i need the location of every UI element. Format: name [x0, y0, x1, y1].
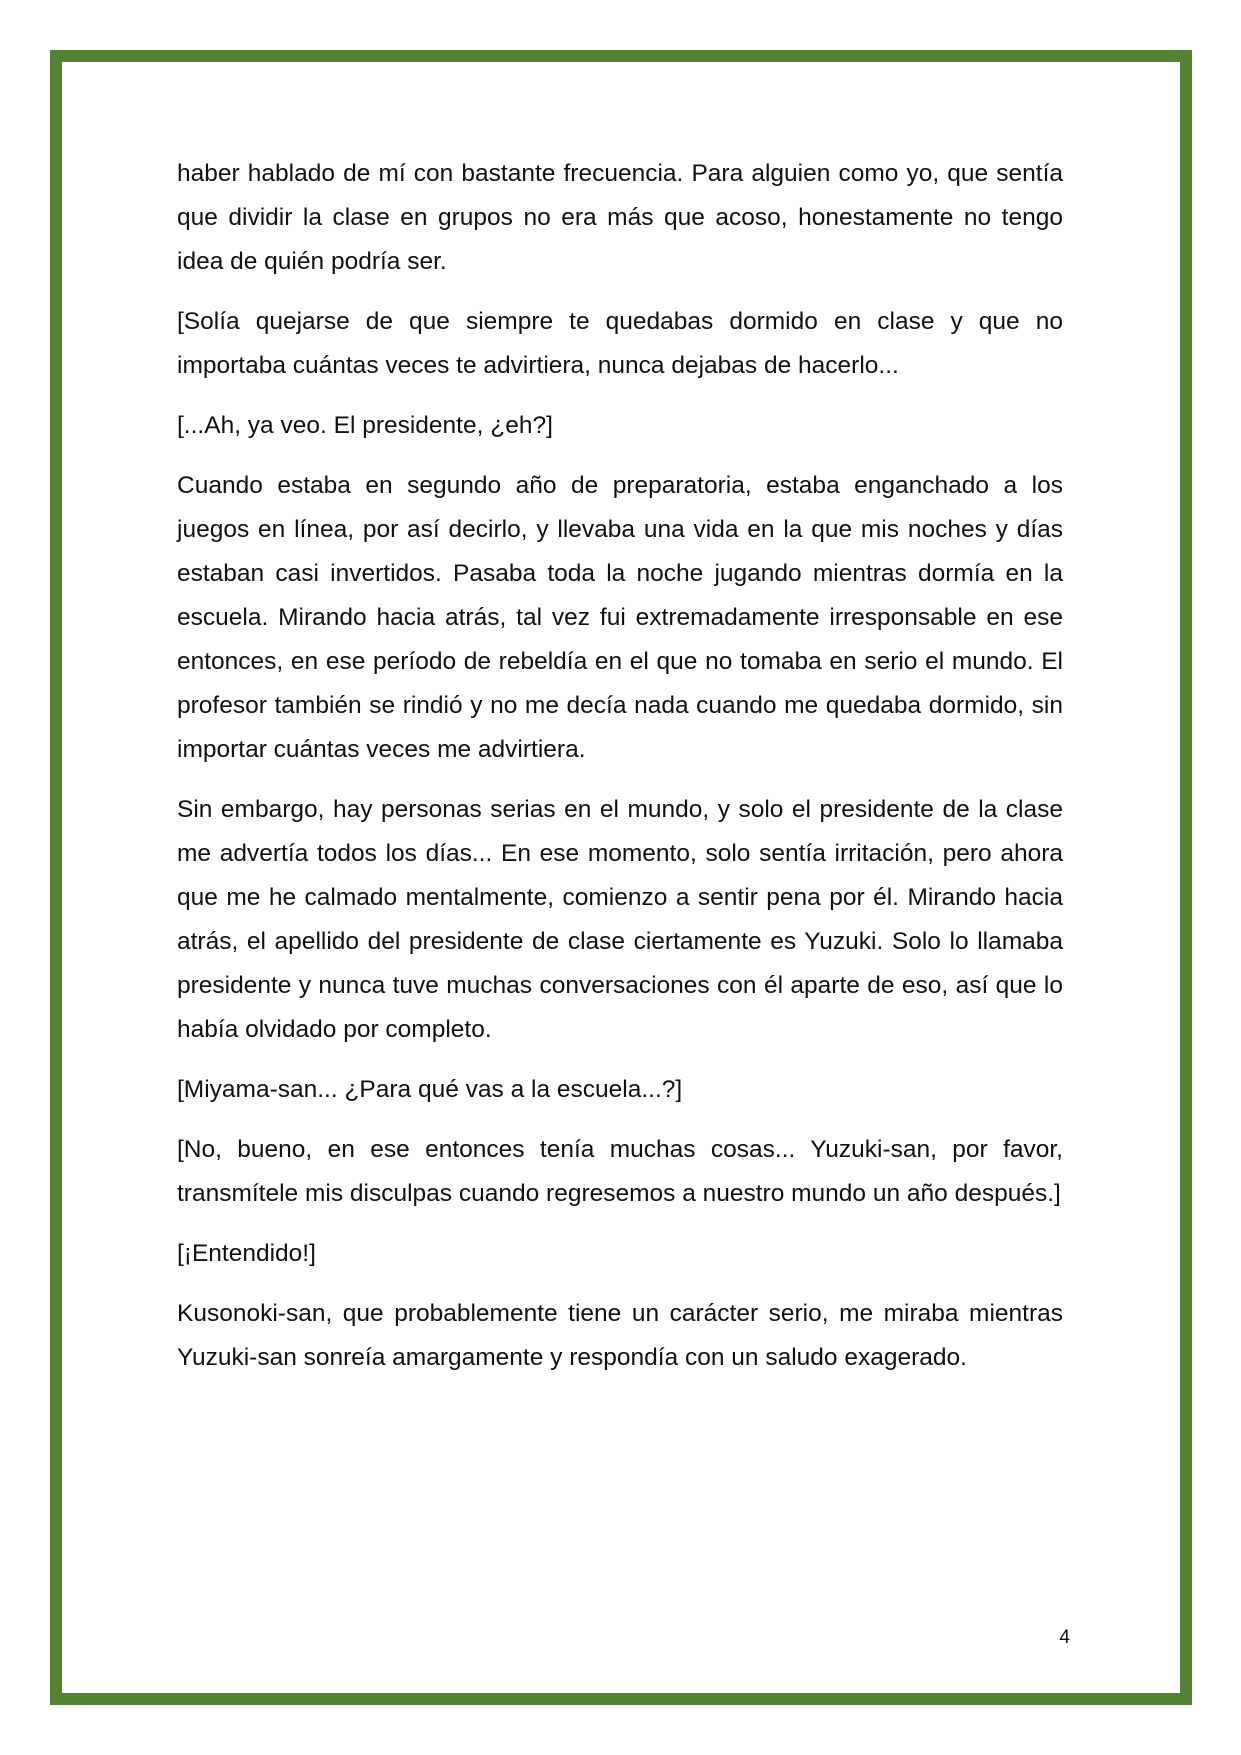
- paragraph: haber hablado de mí con bastante frecuencia. Para alguien como yo, que sentía que dividir la clase en grupos no era más que acoso, honestamente no tengo idea de quién podría ser.: [177, 160, 1063, 275]
- paragraph: Cuando estaba en segundo año de preparatoria, estaba enganchado a los juegos en línea, por así decirlo, y llevaba una vida en la que mis noches y días estaban casi invertidos. Pasaba toda la noche jugando mientras dormía en la escuela. Mirando hacia atrás, tal vez fui extremadamente irresponsable en ese entonces, en ese período de rebeldía en el que no tomaba en serio el mundo. El profesor también se rindió y no me decía nada cuando me quedaba dormido, sin importar cuántas veces me advirtiera.: [177, 472, 1063, 763]
- paragraph: [Miyama-san... ¿Para qué vas a la escuela...?]: [177, 1076, 683, 1103]
- paragraph: [¡Entendido!]: [177, 1240, 316, 1267]
- paragraph: [No, bueno, en ese entonces tenía muchas cosas... Yuzuki-san, por favor, transmítele mis disculpas cuando regresemos a nuestro mundo un año después.]: [177, 1136, 1063, 1207]
- paragraph: [Solía quejarse de que siempre te quedabas dormido en clase y que no importaba cuántas veces te advirtiera, nunca dejabas de hacerlo...: [177, 308, 1063, 379]
- paragraph: [...Ah, ya veo. El presidente, ¿eh?]: [177, 412, 553, 439]
- paragraph: Sin embargo, hay personas serias en el mundo, y solo el presidente de la clase me advertía todos los días... En ese momento, solo sentía irritación, pero ahora que me he calmado mentalmente, comienzo a sentir pena por él. Mirando hacia atrás, el apellido del presidente de clase ciertamente es Yuzuki. Solo lo llamaba presidente y nunca tuve muchas conversaciones con él aparte de eso, así que lo había olvidado por completo.: [177, 796, 1063, 1043]
- paragraph: Kusonoki-san, que probablemente tiene un carácter serio, me miraba mientras Yuzuki-san sonreía amargamente y respondía con un saludo exagerado.: [177, 1300, 1063, 1371]
- page-number: 4: [1059, 1627, 1070, 1648]
- page-body: [177, 152, 1063, 1396]
